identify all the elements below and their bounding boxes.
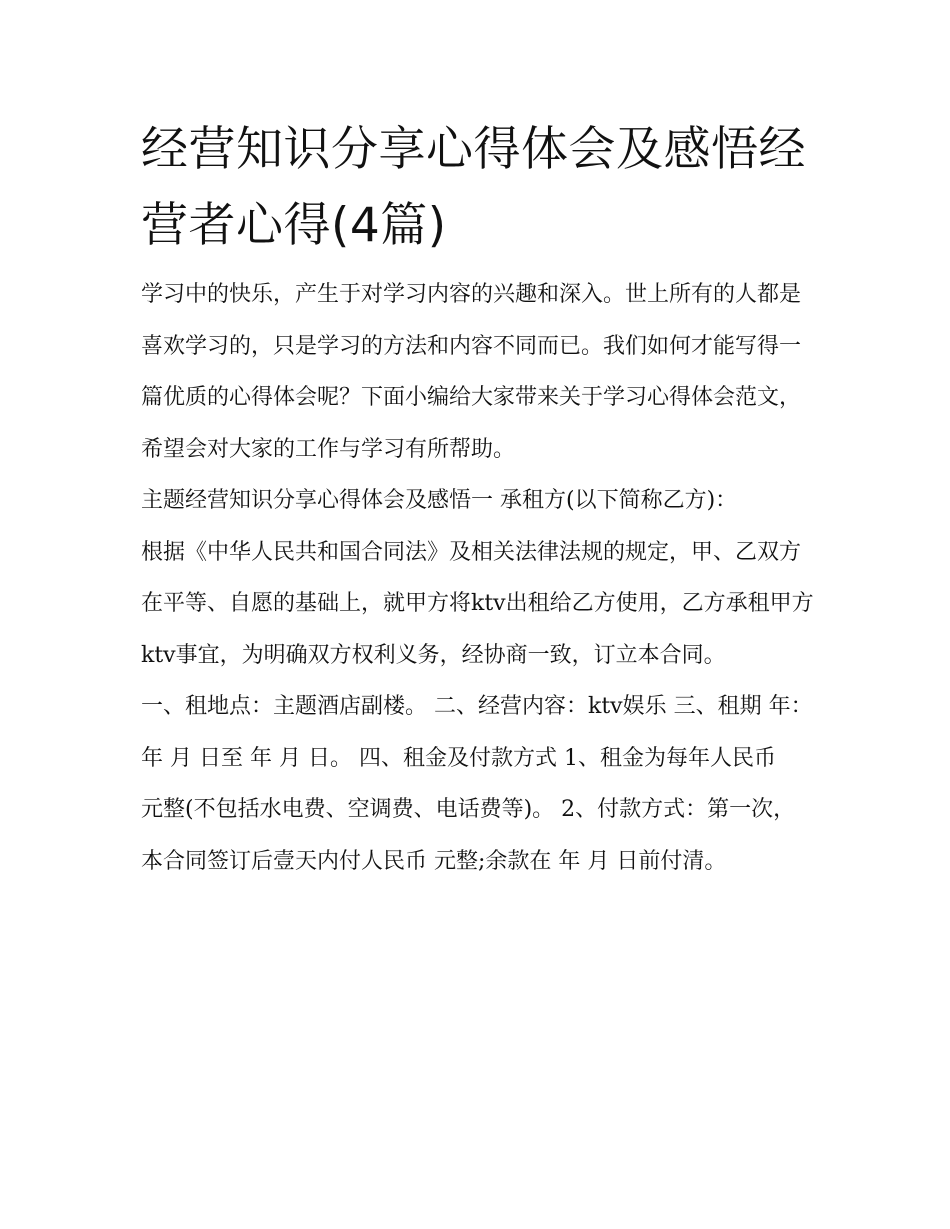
- paragraph-topic: 主题经营知识分享心得体会及感悟一 承租方(以下简称乙方)：: [141, 488, 738, 513]
- paragraph-terms: 一、租地点：主题酒店副楼。 二、经营内容：ktv娱乐 三、租期 年： 年 月 日至 年 月 日。 四、租金及付款方式 1、租金为每年人民币: [141, 694, 813, 771]
- document-title: 经营知识分享心得体会及感悟经营者心得(4篇): [141, 122, 806, 253]
- paragraph-payment: 元整(不包括水电费、空调费、电话费等)。 2、付款方式：第一次，本合同签订后壹天内付人民币 元整;余款在 年 月 日前付清。: [141, 797, 796, 874]
- paragraph-contract-basis: 根据《中华人民共和国合同法》及相关法律法规的规定，甲、乙双方在平等、自愿的基础上，就甲方将ktv出租给乙方使用，乙方承租甲方ktv事宜，为明确双方权利义务，经协商一致，订立本合同。: [141, 539, 814, 668]
- paragraph-intro: 学习中的快乐，产生于对学习内容的兴趣和深入。世上所有的人都是喜欢学习的，只是学习的方法和内容不同而已。我们如何才能写得一篇优质的心得体会呢？下面小编给大家带来关于学习心得体会范文，希望会对大家的工作与学习有所帮助。: [141, 282, 802, 462]
- document-body: [141, 269, 816, 887]
- document-page: [141, 112, 816, 887]
